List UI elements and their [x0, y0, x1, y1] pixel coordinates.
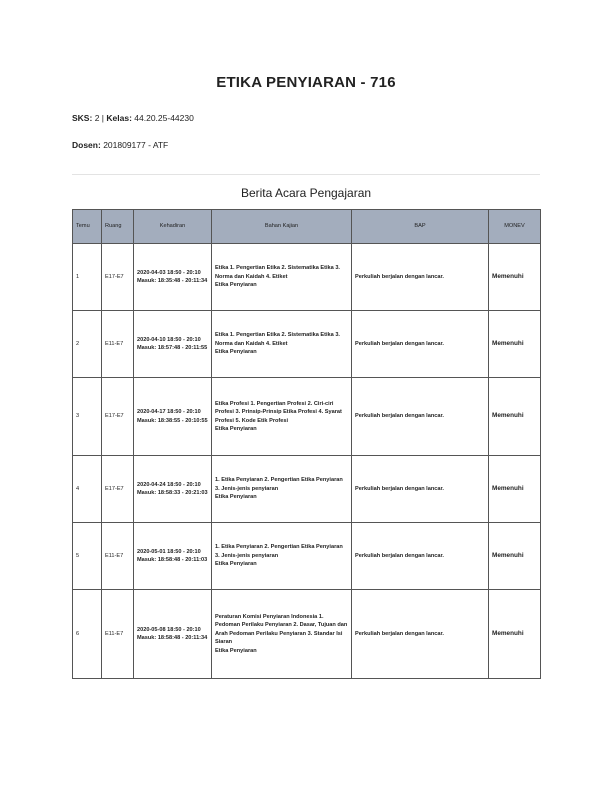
table-row: [73, 523, 541, 590]
cell-monev: Memenuhi: [489, 523, 541, 590]
section-title: Berita Acara Pengajaran: [240, 186, 372, 200]
dosen-label: Dosen:: [72, 140, 101, 150]
cell-bahan-kajian: 1. Etika Penyiaran 2. Pengertian Etika Penyiaran 3. Jenis-jenis penyiaran Etika Penyiaran: [212, 456, 352, 523]
cell-bahan-kajian: Etika Profesi 1. Pengertian Profesi 2. Ciri-ciri Profesi 3. Prinsip-Prinsip Etika Profesi 4. Syarat Profesi 5. Kode Etik Profesi Etika Penyiaran: [212, 378, 352, 456]
cell-ruang: E17-E7: [102, 456, 134, 523]
table-row: [73, 590, 541, 679]
cell-temu: 2: [73, 311, 102, 378]
header-bap: BAP: [352, 210, 489, 244]
cell-monev: Memenuhi: [489, 244, 541, 311]
cell-temu: 4: [73, 456, 102, 523]
lecturer-info: [72, 140, 168, 150]
header-temu: Temu: [73, 210, 102, 244]
cell-monev: Memenuhi: [489, 590, 541, 679]
course-info: [72, 113, 194, 123]
cell-kehadiran: 2020-04-24 18:50 - 20:10 Masuk: 18:58:33 - 20:21:03: [134, 456, 212, 523]
sks-value: 2: [94, 113, 100, 123]
cell-kehadiran: 2020-05-01 18:50 - 20:10 Masuk: 18:58:48 - 20:11:03: [134, 523, 212, 590]
table-header-row: [73, 210, 541, 244]
bap-table: [72, 209, 541, 679]
header-ruang: Ruang: [102, 210, 134, 244]
cell-bap: Perkuliah berjalan dengan lancar.: [352, 311, 489, 378]
cell-kehadiran: 2020-04-17 18:50 - 20:10 Masuk: 18:38:55 - 20:10:55: [134, 378, 212, 456]
header-monev: MONEV: [489, 210, 541, 244]
table-row: [73, 311, 541, 378]
cell-bahan-kajian: Etika 1. Pengertian Etika 2. Sistematika Etika 3. Norma dan Kaidah 4. Etiket Etika Penyiaran: [212, 244, 352, 311]
cell-ruang: E17-E7: [102, 378, 134, 456]
cell-temu: 6: [73, 590, 102, 679]
cell-bap: Perkuliah berjalan dengan lancar.: [352, 378, 489, 456]
cell-bahan-kajian: Etika 1. Pengertian Etika 2. Sistematika Etika 3. Norma dan Kaidah 4. Etiket Etika Penyiaran: [212, 311, 352, 378]
cell-ruang: E11-E7: [102, 523, 134, 590]
cell-temu: 1: [73, 244, 102, 311]
cell-bap: Perkuliah berjalan dengan lancar.: [352, 590, 489, 679]
cell-temu: 5: [73, 523, 102, 590]
sks-label: SKS:: [72, 113, 93, 123]
table-row: [73, 378, 541, 456]
cell-monev: Memenuhi: [489, 378, 541, 456]
table-row: [73, 244, 541, 311]
cell-ruang: E17-E7: [102, 244, 134, 311]
cell-monev: Memenuhi: [489, 311, 541, 378]
page-title: ETIKA PENYIARAN - 716: [216, 74, 396, 91]
table-row: [73, 456, 541, 523]
header-bahan-kajian: Bahan Kajian: [212, 210, 352, 244]
cell-bap: Perkuliah berjalan dengan lancar.: [352, 456, 489, 523]
kelas-label: Kelas:: [106, 113, 132, 123]
dosen-value: 201809177 - ATF: [103, 140, 169, 150]
cell-ruang: E11-E7: [102, 311, 134, 378]
separator: |: [101, 113, 105, 123]
kelas-value: 44.20.25-44230: [134, 113, 194, 123]
cell-temu: 3: [73, 378, 102, 456]
cell-bap: Perkuliah berjalan dengan lancar.: [352, 523, 489, 590]
cell-kehadiran: 2020-04-03 18:50 - 20:10 Masuk: 18:35:48 - 20:11:34: [134, 244, 212, 311]
cell-kehadiran: 2020-04-10 18:50 - 20:10 Masuk: 18:57:48 - 20:11:55: [134, 311, 212, 378]
cell-monev: Memenuhi: [489, 456, 541, 523]
cell-bap: Perkuliah berjalan dengan lancar.: [352, 244, 489, 311]
cell-bahan-kajian: 1. Etika Penyiaran 2. Pengertian Etika Penyiaran 3. Jenis-jenis penyiaran Etika Penyiaran: [212, 523, 352, 590]
divider: [72, 174, 540, 175]
cell-kehadiran: 2020-05-08 18:50 - 20:10 Masuk: 18:58:48 - 20:11:34: [134, 590, 212, 679]
cell-bahan-kajian: Peraturan Komisi Penyiaran Indonesia 1. Pedoman Perilaku Penyiaran 2. Dasar, Tujuan dan Arah Pedoman Perilaku Penyiaran 3. Standar Isi Siaran Etika Penyiaran: [212, 590, 352, 679]
header-kehadiran: Kehadiran: [134, 210, 212, 244]
cell-ruang: E11-E7: [102, 590, 134, 679]
